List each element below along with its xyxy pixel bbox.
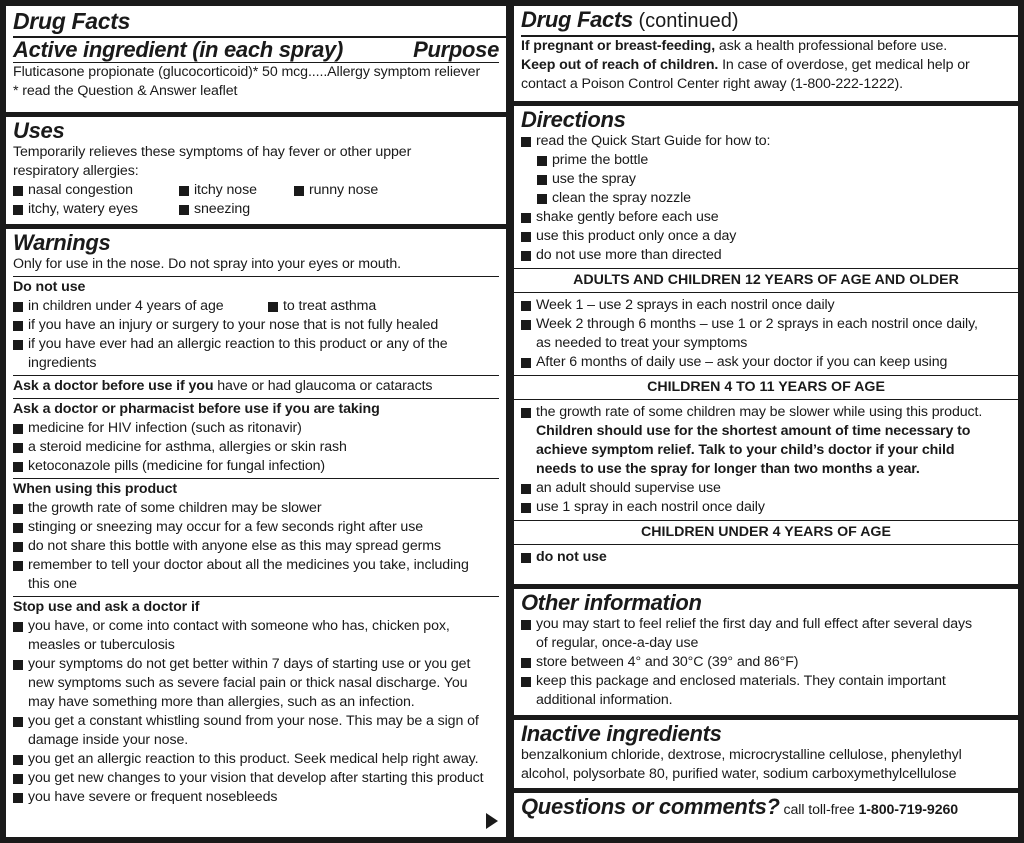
uses-line-2: respiratory allergies:	[13, 163, 139, 179]
questions-phone: 1-800-719-9260	[858, 802, 959, 818]
when-using-item: do not share this bottle with anyone else as this may spread germs	[13, 537, 499, 556]
uses-row-1	[13, 181, 499, 200]
ask-pharmacist-item: a steroid medicine for asthma, allergies or skin rash	[13, 438, 499, 457]
directions-item: shake gently before each use	[521, 208, 1011, 227]
active-ingredient-heading: Active ingredient (in each spray)	[13, 37, 343, 62]
stop-use-item-cont: new symptoms such as severe facial pain or thick nasal discharge. You	[28, 675, 468, 691]
do-not-use-item: in children under 4 years of age	[13, 297, 254, 316]
directions-subitem: use the spray	[537, 170, 1011, 189]
stop-use-item: you have, or come into contact with someone who has, chicken pox,	[13, 617, 499, 636]
active-ingredient-panel	[6, 6, 506, 112]
under4-item: do not use	[521, 548, 1011, 567]
when-using-item: stinging or sneezing may occur for a few seconds right after use	[13, 518, 499, 537]
adults-item: After 6 months of daily use – ask your doctor if you can keep using	[521, 353, 1011, 372]
questions-heading: Questions or comments?	[521, 794, 780, 819]
directions-panel	[514, 106, 1018, 584]
uses-item: itchy, watery eyes	[13, 200, 165, 219]
drug-facts-continued-title	[521, 8, 1011, 33]
continued-label: (continued)	[632, 10, 739, 32]
uses-panel	[6, 117, 506, 224]
other-item: store between 4° and 30°C (39° and 86°F)	[521, 653, 1011, 672]
stop-use-item: you get an allergic reaction to this product. Seek medical help right away.	[13, 750, 499, 769]
inactive-ingredients-heading: Inactive ingredients	[521, 721, 722, 746]
do-not-use-item: to treat asthma	[268, 297, 376, 316]
divider	[13, 478, 499, 479]
when-using-item: the growth rate of some children may be slower	[13, 499, 499, 518]
do-not-use-row	[13, 297, 499, 316]
divider	[13, 398, 499, 399]
stop-use-item-cont: damage inside your nose.	[28, 732, 189, 748]
uses-item: itchy nose	[179, 181, 280, 200]
other-item: you may start to feel relief the first day and full effect after several days	[521, 615, 1011, 634]
divider	[13, 375, 499, 376]
do-not-use-heading: Do not use	[13, 279, 86, 295]
warnings-heading: Warnings	[13, 230, 111, 255]
other-information-heading: Other information	[521, 590, 702, 615]
keep-out-cont: contact a Poison Control Center right away (1-800-222-1222).	[521, 76, 904, 92]
drug-facts-title: Drug Facts	[13, 8, 131, 34]
keep-out-bold: Keep out of reach of children.	[521, 57, 719, 73]
uses-item: sneezing	[179, 200, 250, 219]
keep-out-line	[521, 56, 1011, 75]
directions-subitem: prime the bottle	[537, 151, 1011, 170]
ask-doctor-bold: Ask a doctor before use if you	[13, 378, 214, 394]
stop-use-item-cont: measles or tuberculosis	[28, 637, 175, 653]
pregnant-rest: ask a health professional before use.	[715, 38, 948, 54]
when-using-item-cont: this one	[28, 576, 77, 592]
children-bold-line: needs to use the spray for longer than two months a year.	[536, 461, 920, 477]
other-item: keep this package and enclosed materials. They contain important	[521, 672, 1011, 691]
stop-use-item: your symptoms do not get better within 7 days of starting use or you get	[13, 655, 499, 674]
active-ingredient-footnote: * read the Question & Answer leaflet	[13, 83, 238, 99]
stop-use-item: you get a constant whistling sound from your nose. This may be a sign of	[13, 712, 499, 731]
directions-item: do not use more than directed	[521, 246, 1011, 265]
right-column	[514, 6, 1018, 837]
active-ingredient-header	[13, 38, 499, 63]
uses-heading: Uses	[13, 118, 65, 143]
directions-item: use this product only once a day	[521, 227, 1011, 246]
warnings-panel	[6, 229, 506, 837]
stop-use-item: you have severe or frequent nosebleeds	[13, 788, 499, 807]
divider	[13, 276, 499, 277]
pregnant-line	[521, 37, 1011, 56]
children-subheading: CHILDREN 4 TO 11 YEARS OF AGE	[514, 375, 1018, 400]
directions-heading: Directions	[521, 107, 626, 132]
children-bold-line: achieve symptom relief. Talk to your child’s doctor if your child	[536, 442, 955, 458]
purpose-heading: Purpose	[413, 37, 499, 62]
inactive-line-2: alcohol, polysorbate 80, purified water, sodium carboxymethylcellulose	[521, 766, 957, 782]
when-using-heading: When using this product	[13, 481, 177, 497]
when-using-item: remember to tell your doctor about all the medicines you take, including	[13, 556, 499, 575]
ask-pharmacist-item: medicine for HIV infection (such as ritonavir)	[13, 419, 499, 438]
uses-item: nasal congestion	[13, 181, 165, 200]
ask-pharmacist-heading: Ask a doctor or pharmacist before use if you are taking	[13, 401, 380, 417]
adults-item-cont: as needed to treat your symptoms	[536, 335, 748, 351]
children-bold-line: Children should use for the shortest amount of time necessary to	[536, 423, 971, 439]
other-item-cont: additional information.	[536, 692, 673, 708]
inactive-ingredients-panel	[514, 720, 1018, 788]
do-not-use-item: if you have ever had an allergic reaction to this product or any of the	[13, 335, 499, 354]
pregnant-bold: If pregnant or breast-feeding,	[521, 38, 716, 54]
adults-item: Week 2 through 6 months – use 1 or 2 sprays in each nostril once daily,	[521, 315, 1011, 334]
inactive-line-1: benzalkonium chloride, dextrose, microcrystalline cellulose, phenylethyl	[521, 747, 962, 763]
directions-subitem: clean the spray nozzle	[537, 189, 1011, 208]
children-item: an adult should supervise use	[521, 479, 1011, 498]
children-item: the growth rate of some children may be slower while using this product.	[521, 403, 1011, 422]
warnings-intro: Only for use in the nose. Do not spray into your eyes or mouth.	[13, 256, 401, 272]
adults-item: Week 1 – use 2 sprays in each nostril once daily	[521, 296, 1011, 315]
stop-use-heading: Stop use and ask a doctor if	[13, 599, 200, 615]
active-ingredient-line: Fluticasone propionate (glucocorticoid)* 50 mcg.....Allergy symptom reliever	[13, 64, 481, 80]
uses-line-1: Temporarily relieves these symptoms of hay fever or other upper	[13, 144, 412, 160]
continue-arrow-icon	[486, 813, 498, 829]
uses-row-2	[13, 200, 499, 219]
keep-out-rest: In case of overdose, get medical help or	[718, 57, 970, 73]
questions-call-text: call toll-free	[779, 802, 859, 818]
continued-panel	[514, 6, 1018, 101]
questions-line	[521, 795, 1011, 823]
questions-panel	[514, 793, 1018, 837]
divider	[13, 596, 499, 597]
stop-use-item-cont: may have something more than allergies, such as an infection.	[28, 694, 415, 710]
ask-doctor-rest: have or had glaucoma or cataracts	[213, 378, 433, 394]
directions-item: read the Quick Start Guide for how to:	[521, 132, 1011, 151]
do-not-use-item-cont: ingredients	[28, 355, 97, 371]
adults-subheading: ADULTS AND CHILDREN 12 YEARS OF AGE AND OLDER	[514, 268, 1018, 293]
under4-subheading: CHILDREN UNDER 4 YEARS OF AGE	[514, 520, 1018, 545]
other-item-cont: of regular, once-a-day use	[536, 635, 699, 651]
left-column	[6, 6, 506, 837]
ask-pharmacist-item: ketoconazole pills (medicine for fungal infection)	[13, 457, 499, 476]
drug-facts-title-right: Drug Facts	[521, 7, 633, 32]
other-information-panel	[514, 589, 1018, 715]
ask-doctor-line	[13, 377, 499, 396]
stop-use-item: you get new changes to your vision that develop after starting this product	[13, 769, 499, 788]
uses-item: runny nose	[294, 181, 378, 200]
children-item: use 1 spray in each nostril once daily	[521, 498, 1011, 517]
do-not-use-item: if you have an injury or surgery to your nose that is not fully healed	[13, 316, 499, 335]
